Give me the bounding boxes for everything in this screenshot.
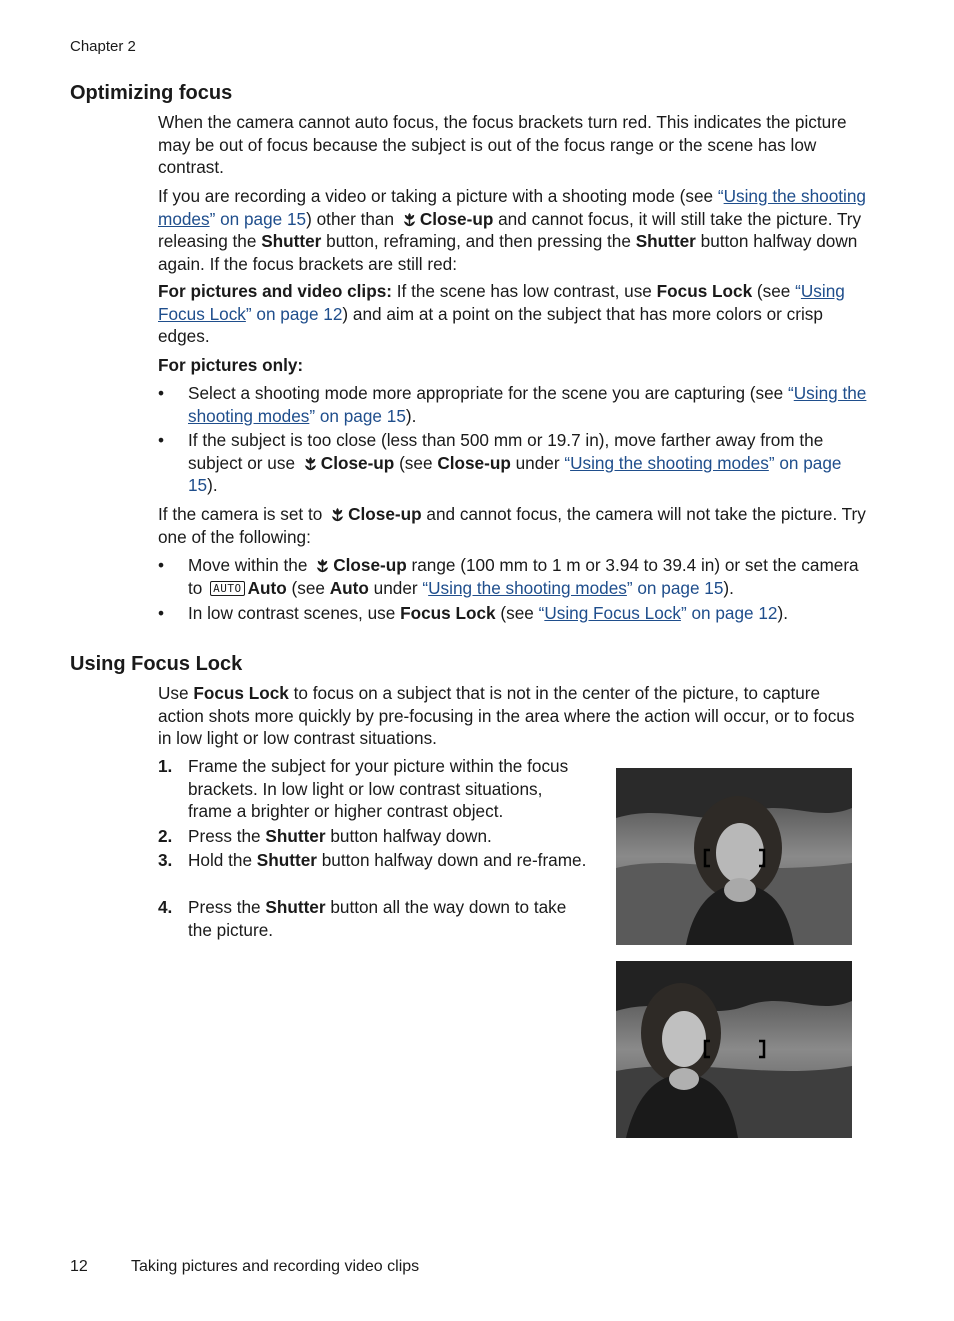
section-title-using-focus-lock: Using Focus Lock [70,653,243,675]
paragraph-camera-closeup: If the camera is set to Close-up and cannot focus, the camera will not take the picture. Try one of the following: [158,504,866,547]
step-number: 4. [158,897,173,917]
closeup-flower-icon [402,212,417,227]
paragraph-pictures-only: For pictures only: [158,355,304,375]
paragraph-shooting-mode: If you are recording a video or taking a picture with a shooting mode (see “Using the shooting modes” on page 15) other than Close-up and cannot focus, it will still take the picture. Try releasing the Shutter button, reframing, and then pressing the Shutter button halfway down again. If the focus brackets are still red: [158,186,866,274]
focus-lock-photo-centered [616,768,852,945]
paragraph-focus-lock-intro: Use Focus Lock to focus on a subject that is not in the center of the picture, to capture action shots more quickly by pre-focusing in the area where the action will occur, or to focus in low light or low contrast situations. [158,683,855,748]
bullet-select-mode: Select a shooting mode more appropriate for the scene you are capturing (see “Using the shooting modes” on page 15). [188,383,867,426]
paragraph-pictures-and-video: For pictures and video clips: If the scene has low contrast, use Focus Lock (see “Using Focus Lock” on page 12) and aim at a point on the subject that has more colors or crisp edges. [158,281,845,346]
step-frame-subject: Frame the subject for your picture within the focus brackets. In low light or low contrast situations, frame a brighter or higher contrast object. [188,756,569,821]
step-number: 1. [158,756,173,776]
link-using-shooting-modes[interactable]: “Using the shooting modes” on page 15 [188,452,842,495]
link-using-shooting-modes[interactable]: “Using the shooting modes” on page 15 [422,577,724,598]
link-using-shooting-modes[interactable]: “Using the shooting modes” on page 15 [188,383,867,426]
bullet-marker: • [158,383,165,403]
closeup-flower-icon [315,558,330,573]
footer-chapter-title: Taking pictures and recording video clips [131,1258,420,1275]
bullet-marker: • [158,430,165,450]
auto-mode-icon: AUTO [210,581,245,596]
bullet-marker: • [158,603,165,623]
link-using-focus-lock[interactable]: “Using Focus Lock” on page 12 [538,603,778,623]
bullet-low-contrast: In low contrast scenes, use Focus Lock (see “Using Focus Lock” on page 12). [188,603,788,623]
closeup-flower-icon [330,507,345,522]
step-number: 3. [158,850,173,870]
closeup-flower-icon [303,456,318,471]
page-number: 12 [70,1258,88,1275]
paragraph-focus-intro: When the camera cannot auto focus, the focus brackets turn red. This indicates the picture may be out of focus because the subject is out of the focus range or the scene has low contrast. [158,112,847,177]
step-number: 2. [158,826,173,846]
bullet-too-close: If the subject is too close (less than 500 mm or 19.7 in), move farther away from the subject or use Close-up (see Close-up under “Using the shooting modes” on page 15). [188,430,842,495]
section-title-optimizing-focus: Optimizing focus [70,82,233,104]
bullet-marker: • [158,555,165,575]
step-press-halfway: Press the Shutter button halfway down. [188,826,492,846]
bullet-move-within: Move within the Close-up range (100 mm to 1 m or 3.94 to 39.4 in) or set the camera to AUTO Auto (see Auto under “Using the shooting modes” on page 15). [188,555,859,598]
step-press-fully: Press the Shutter button all the way down to take the picture. [188,897,567,940]
focus-lock-photo-reframed [616,961,852,1138]
link-using-shooting-modes[interactable]: “Using the shooting modes” on page 15 [158,186,866,229]
chapter-header: Chapter 2 [70,38,136,55]
link-using-focus-lock[interactable]: “Using Focus Lock” on page 12 [158,281,845,324]
step-hold-reframe: Hold the Shutter button halfway down and re-frame. [188,850,587,870]
